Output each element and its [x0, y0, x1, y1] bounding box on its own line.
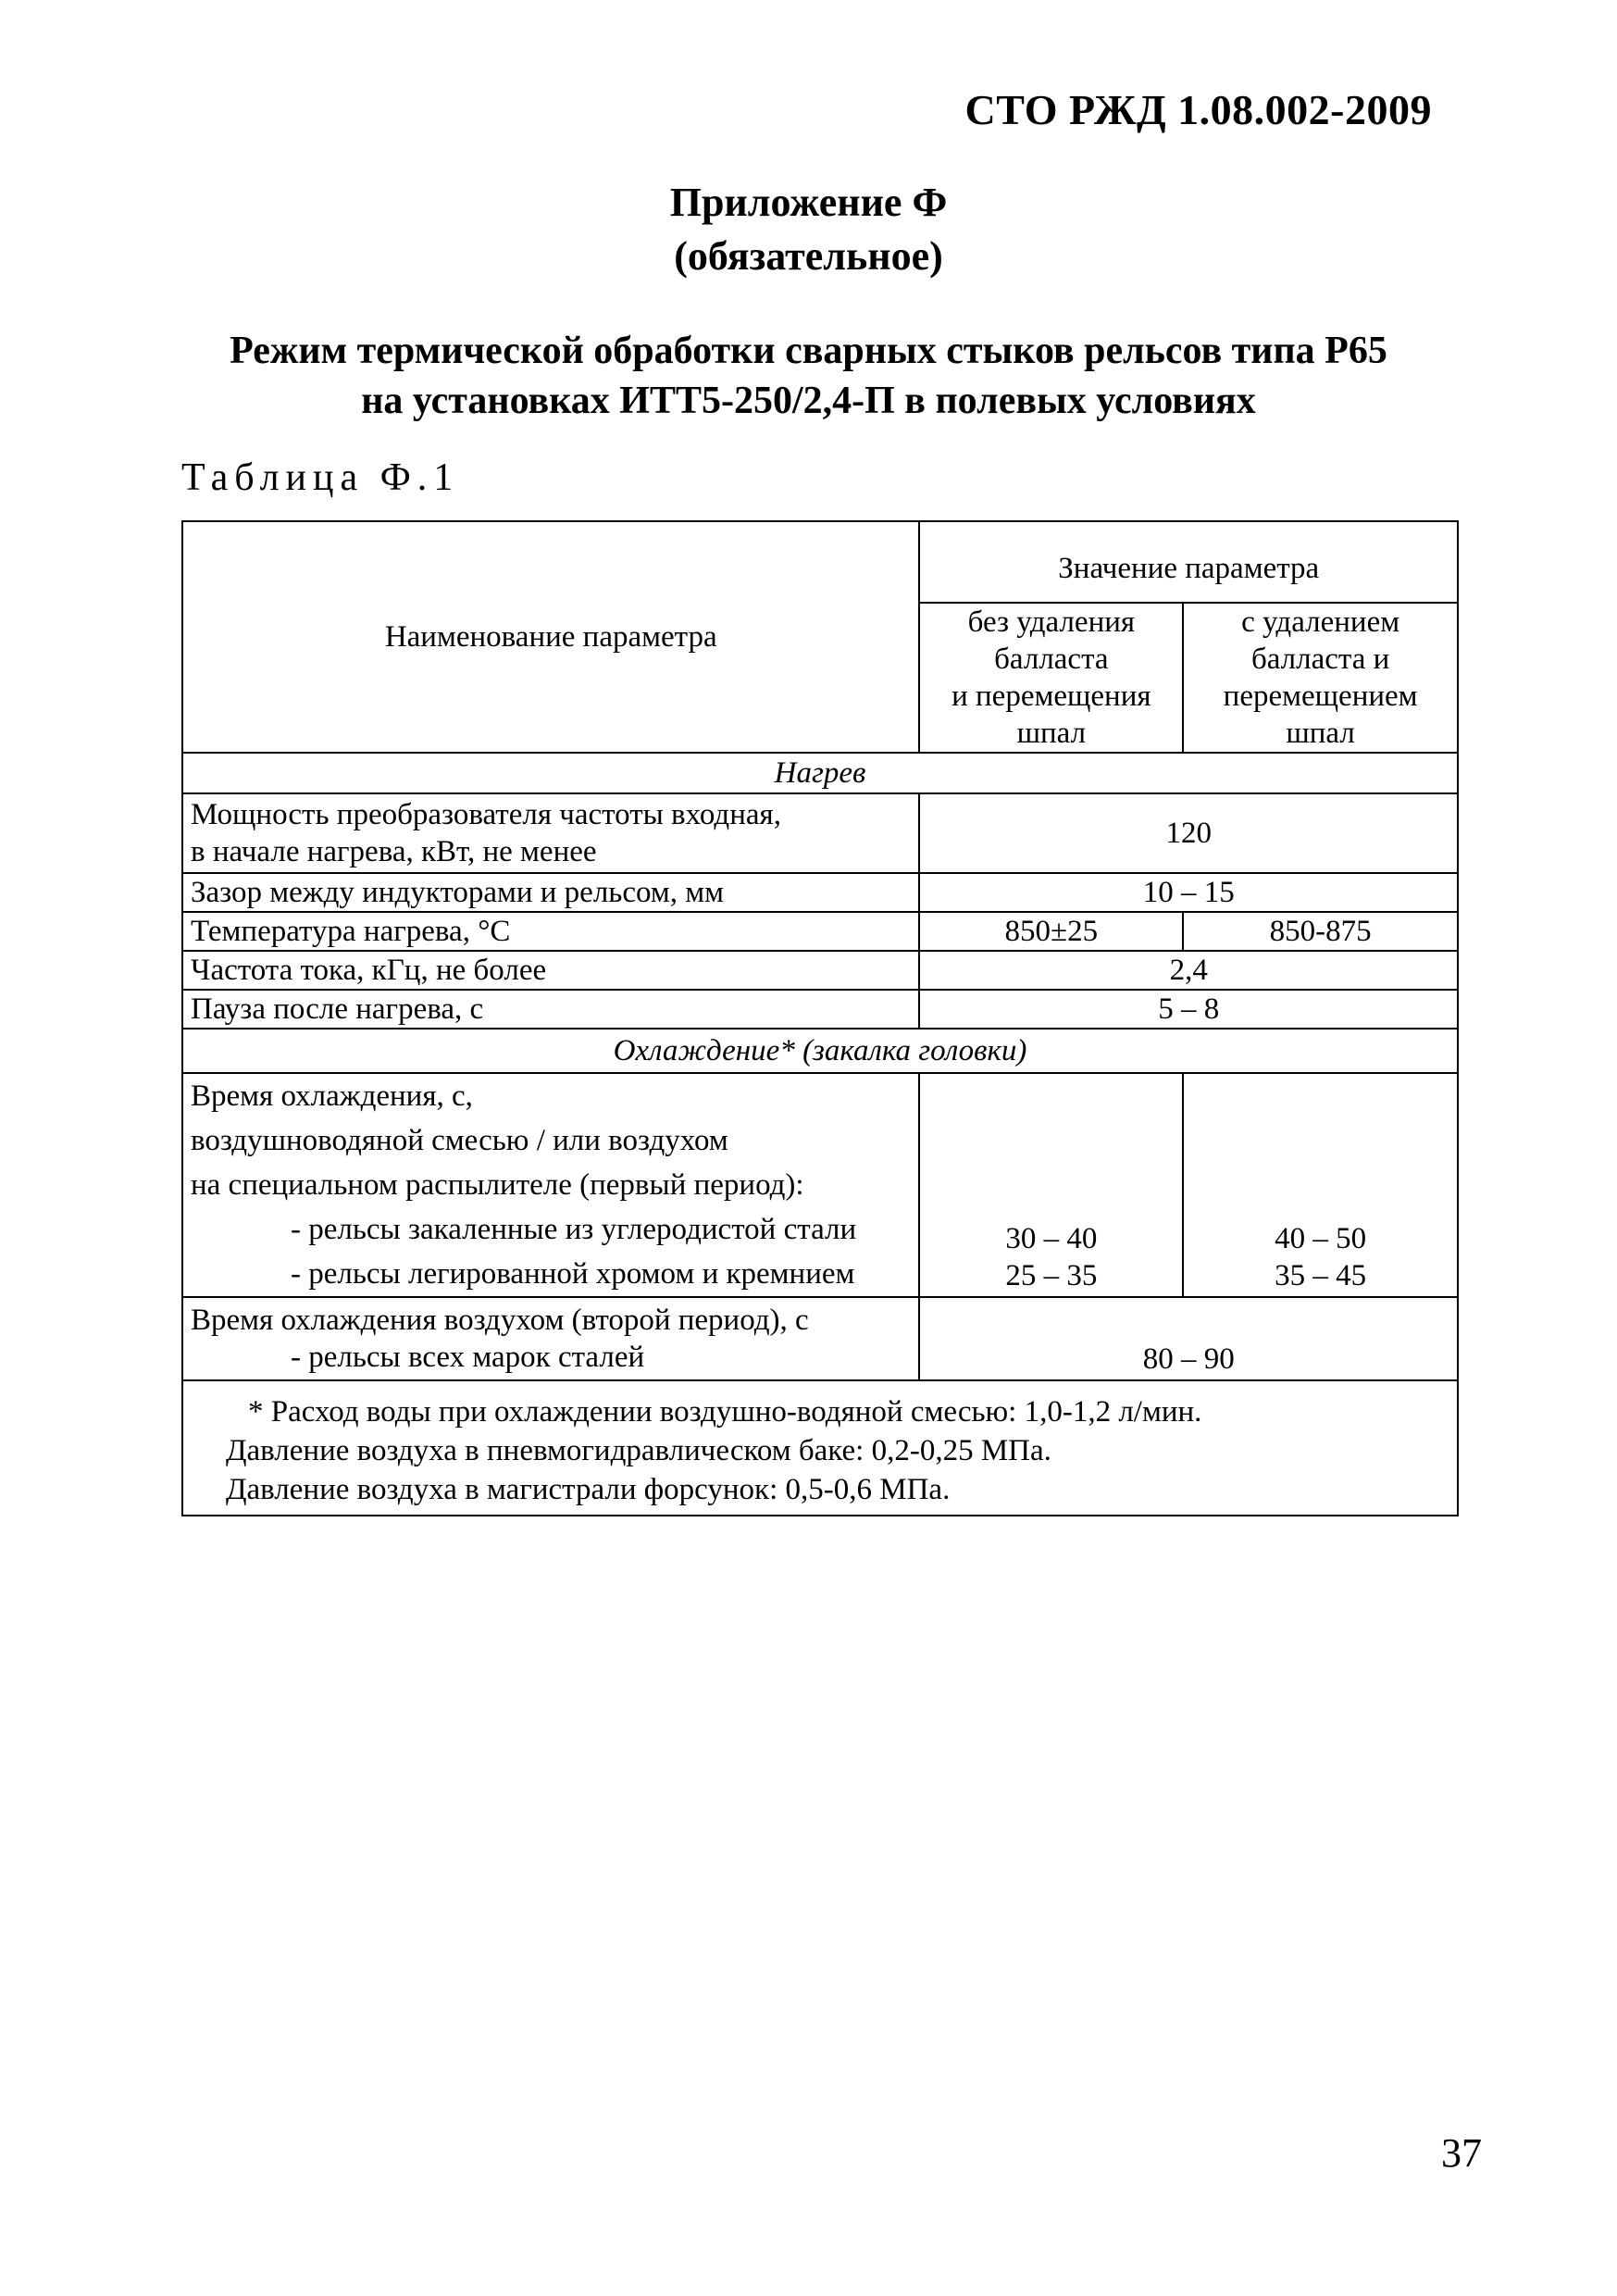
row-name: Мощность преобразователя частоты входная, в начале нагрева, кВт, не менее	[182, 793, 919, 873]
table-footnote	[182, 1380, 1458, 1516]
row-value: 120	[919, 793, 1458, 873]
appendix-status: (обязательное)	[674, 233, 943, 279]
row-value: 2,4	[919, 951, 1458, 990]
section-heating: Нагрев	[182, 753, 1458, 793]
document-title	[0, 326, 1617, 426]
table-caption: Таблица Ф.1	[181, 456, 460, 499]
table-row	[182, 951, 1458, 990]
appendix-heading	[0, 176, 1617, 283]
page-number: 37	[1441, 2130, 1482, 2176]
cooling-values-col1: 30 – 40 25 – 35	[919, 1073, 1183, 1297]
header-value-group: Значение параметра	[919, 521, 1458, 603]
cooling-second-period-value: 80 – 90	[919, 1297, 1458, 1380]
footnote-line-pressure: Давление воздуха в магистрали форсунок: 0,5-0,6 МПа.	[226, 1473, 951, 1506]
table-row	[182, 990, 1458, 1029]
appendix-title: Приложение Ф	[669, 180, 948, 225]
cooling-first-period-name: Время охлаждения, с, воздушноводяной смесью / или воздухом на специальном распылителе (первый период): - рельсы закаленные из углеродистой стали - рельсы легированной хромом и кремнием	[182, 1073, 919, 1297]
table-row	[182, 1073, 1458, 1297]
row-value: 10 – 15	[919, 873, 1458, 912]
table-row	[182, 873, 1458, 912]
alloyed-rails: - рельсы легированной хромом и кремнием	[291, 1257, 855, 1291]
row-name: Пауза после нагрева, с	[182, 990, 919, 1029]
header-col-without-removal: без удаления балласта и перемещения шпал	[919, 603, 1183, 753]
row-name: Температура нагрева, °С	[182, 912, 919, 951]
row-value-col2: 850-875	[1183, 912, 1458, 951]
table-row	[182, 912, 1458, 951]
document-code: СТО РЖД 1.08.002-2009	[964, 86, 1432, 133]
row-name: Зазор между индукторами и рельсом, мм	[182, 873, 919, 912]
section-cooling: Охлаждение* (закалка головки)	[182, 1029, 1458, 1073]
footnote-tank-pressure: Давление воздуха в пневмогидравлическом баке: 0,2-0,25 МПа.	[226, 1434, 1051, 1467]
footnote-water: * Расход воды при охлаждении воздушно-водяной смесью: 1,0-1,2 л/мин.	[248, 1395, 1202, 1429]
header-col-with-removal: с удалением балласта и перемещением шпал	[1183, 603, 1458, 753]
title-line-1: Режим термической обработки сварных стыков рельсов типа Р65	[230, 330, 1387, 372]
cooling-values-col2: 40 – 50 35 – 45	[1183, 1073, 1458, 1297]
table-row	[182, 793, 1458, 873]
row-value-col1: 850±25	[919, 912, 1183, 951]
carbon-steel-rails: - рельсы закаленные из углеродистой стали	[291, 1213, 857, 1246]
cooling-second-period-name: Время охлаждения воздухом (второй период), с - рельсы всех марок сталей	[182, 1297, 919, 1380]
table-row	[182, 1297, 1458, 1380]
header-param-name: Наименование параметра	[182, 521, 919, 753]
title-line-2: на установках ИТТ5-250/2,4-П в полевых условиях	[361, 380, 1256, 422]
row-value: 5 – 8	[919, 990, 1458, 1029]
heat-treatment-table	[181, 520, 1459, 1516]
row-name: Частота тока, кГц, не более	[182, 951, 919, 990]
